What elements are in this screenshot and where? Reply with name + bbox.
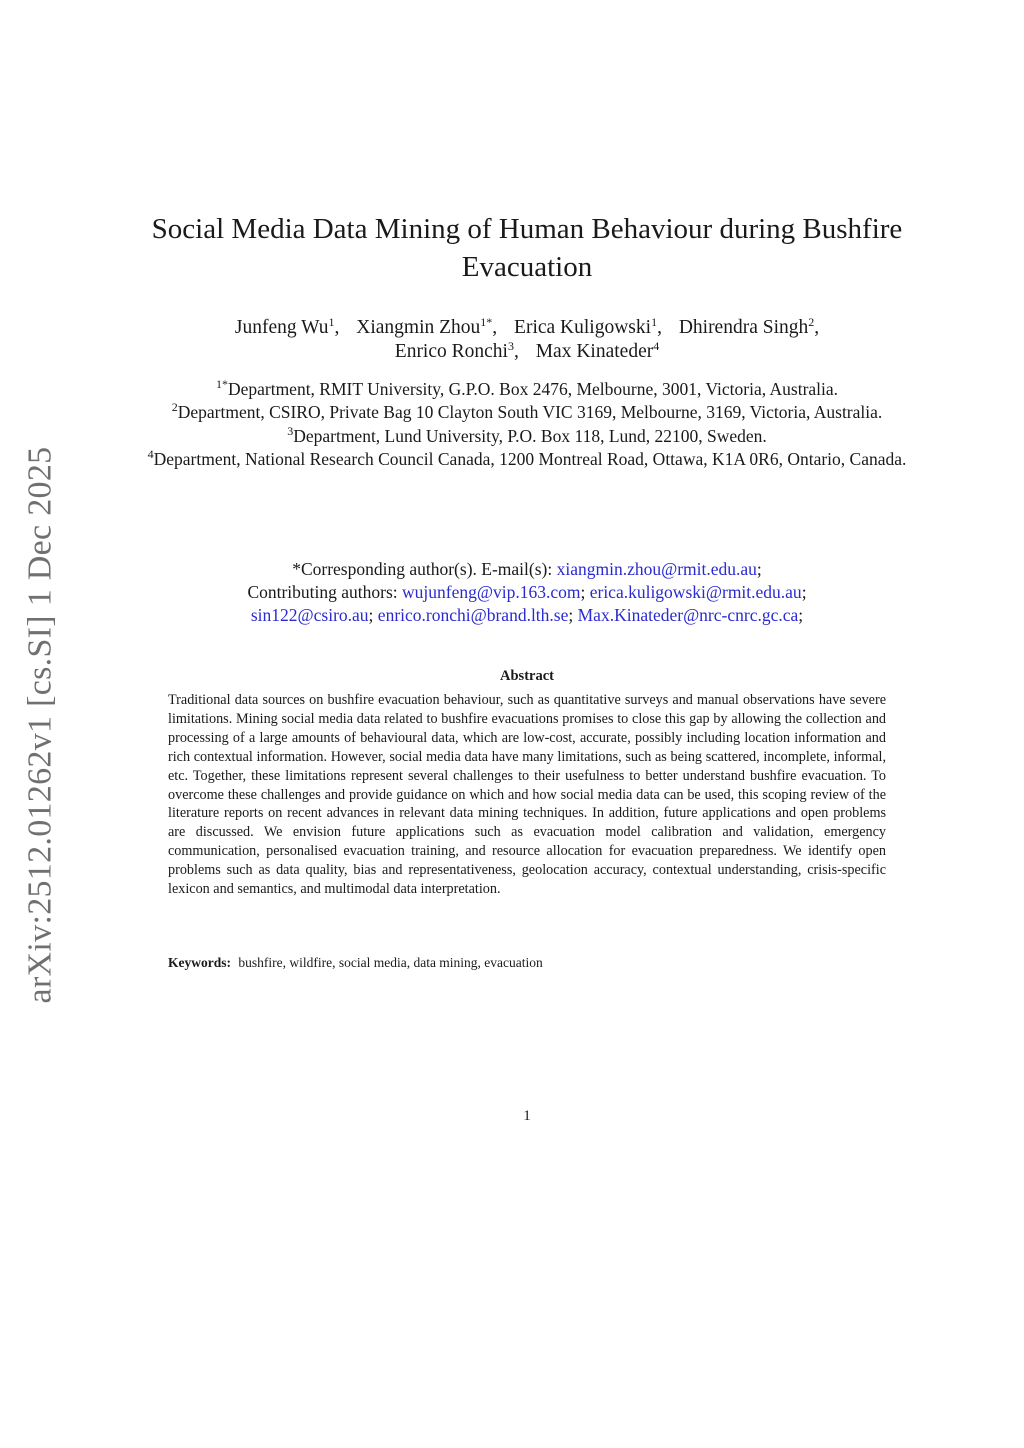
author-list — [120, 316, 934, 364]
author: Max Kinateder$^4$ — [535, 339, 660, 362]
abstract-heading: Abstract — [500, 668, 554, 684]
page-number: 1 — [523, 1108, 531, 1124]
keywords-label: Keywords: — [168, 955, 231, 970]
corresponding-author-line: *Corresponding author(s). E-mail(s): xiangmin.zhou@rmit.edu.au; — [292, 559, 762, 579]
author-line-2 — [120, 340, 934, 364]
keywords — [168, 954, 886, 972]
author: Erica Kuligowski$^1$, — [514, 315, 662, 338]
correspondence-block — [120, 558, 934, 627]
author: Dhirendra Singh$^2$, — [678, 315, 820, 338]
contributing-authors-line-2: sin122@csiro.au; enrico.ronchi@brand.lth.se; Max.Kinateder@nrc-cnrc.gc.ca; — [250, 605, 804, 625]
affiliation-list — [140, 378, 914, 472]
contributing-authors-line: Contributing authors: wujunfeng@vip.163.com; erica.kuligowski@rmit.edu.au; — [247, 582, 807, 602]
paper-title: Social Media Data Mining of Human Behaviour during Bushfire Evacuation — [151, 213, 903, 283]
contributing-label: Contributing authors: — [247, 582, 398, 602]
email-link-ronchi[interactable]: enrico.ronchi@brand.lth.se — [377, 605, 569, 625]
affiliation: $^3$Department, Lund University, P.O. Box 118, Lund, 22100, Sweden. — [287, 423, 767, 446]
email-link-corresponding[interactable]: xiangmin.zhou@rmit.edu.au — [556, 559, 757, 579]
keywords-text: bushfire, wildfire, social media, data mining, evacuation — [238, 955, 543, 970]
email-link-singh[interactable]: sin122@csiro.au — [250, 605, 369, 625]
author: Enrico Ronchi$^3$, — [394, 339, 519, 362]
abstract-text: Traditional data sources on bushfire evacuation behaviour, such as quantitative surveys and manual observations have severe limitations. Mining social media data related to bushfire evacuations promises to close this gap by allowing the collection and processing of a large amounts of behavioural data, which are low-cost, accurate, possibly including location information and rich contextual information. However, social media data have many limitations, such as being scattered, incomplete, informal, etc. Together, these limitations represent several challenges to their usefulness to better understand bushfire evacuation. To overcome these challenges and provide guidance on which and how social media data can be used, this scoping review of the literature reports on recent advances in relevant data mining techniques. In addition, future applications and open problems are discussed. We envision future applications such as evacuation model calibration and validation, emergency communication, personalised evacuation training, and resource allocation for evacuation preparedness. We identify open problems such as data quality, bias and representativeness, geolocation accuracy, contextual understanding, crisis-specific lexicon and semantics, and multimodal data interpretation. — [168, 692, 886, 898]
author: Xiangmin Zhou$^{1*}$, — [356, 315, 498, 338]
affiliation: $^2$Department, CSIRO, Private Bag 10 Clayton South VIC 3169, Melbourne, 3169, Victoria, Australia. — [171, 400, 883, 423]
arxiv-stamp — [10, 440, 70, 1010]
author: Junfeng Wu$^1$, — [234, 315, 340, 338]
email-link-wu[interactable]: wujunfeng@vip.163.com — [402, 582, 581, 602]
affiliation: $^4$Department, National Research Council Canada, 1200 Montreal Road, Ottawa, K1A 0R6, Ontario, Canada. — [147, 447, 907, 470]
author-line-1 — [120, 316, 934, 340]
affiliation: $^{1*}$Department, RMIT University, G.P.O. Box 2476, Melbourne, 3001, Victoria, Australia. — [215, 377, 839, 399]
email-link-kinateder[interactable]: Max.Kinateder@nrc-cnrc.gc.ca — [577, 605, 799, 625]
email-link-kuligowski[interactable]: erica.kuligowski@rmit.edu.au — [589, 582, 802, 602]
arxiv-identifier[interactable]: arXiv:2512.01262v1 [cs.SI] 1 Dec 2025 — [21, 446, 58, 1004]
corresponding-label: *Corresponding author(s). E-mail(s): — [292, 559, 553, 579]
